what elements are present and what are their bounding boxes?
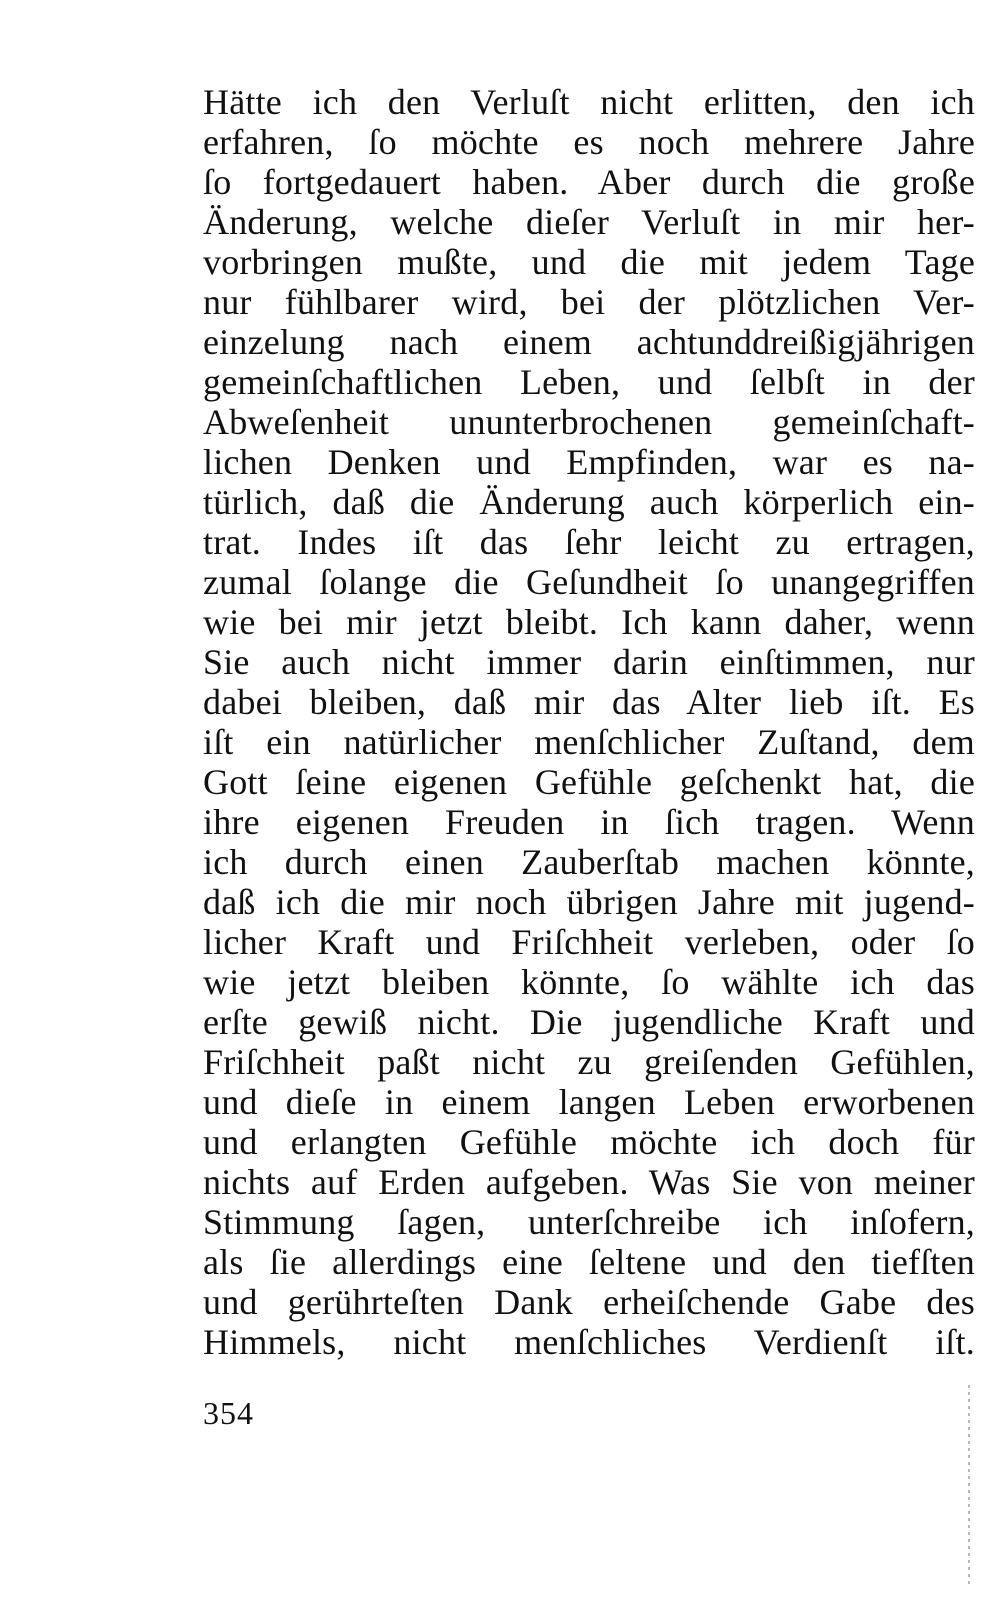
text-line: licher Kraft und Friſchheit verleben, oder ſo: [203, 922, 975, 962]
text-line: Hätte ich den Verluſt nicht erlitten, den ich: [203, 82, 975, 122]
text-line: als ſie allerdings eine ſeltene und den tiefſten: [203, 1242, 975, 1282]
text-line: ſo fortgedauert haben. Aber durch die große: [203, 162, 975, 202]
scan-edge-mark: [968, 1385, 970, 1585]
text-line: Änderung, welche dieſer Verluſt in mir her-: [203, 202, 975, 242]
text-line: erſte gewiß nicht. Die jugendliche Kraft und: [203, 1002, 975, 1042]
text-line: gemeinſchaftlichen Leben, und ſelbſt in der: [203, 362, 975, 402]
text-line: erfahren, ſo möchte es noch mehrere Jahre: [203, 122, 975, 162]
text-line: wie bei mir jetzt bleibt. Ich kann daher, wenn: [203, 602, 975, 642]
text-line: dabei bleiben, daß mir das Alter lieb iſt. Es: [203, 682, 975, 722]
text-line: nur fühlbarer wird, bei der plötzlichen Ver-: [203, 282, 975, 322]
text-line: trat. Indes iſt das ſehr leicht zu ertragen,: [203, 522, 975, 562]
text-line: Sie auch nicht immer darin einſtimmen, nur: [203, 642, 975, 682]
text-line: zumal ſolange die Geſundheit ſo unangegriffen: [203, 562, 975, 602]
text-line: und dieſe in einem langen Leben erworbenen: [203, 1082, 975, 1122]
text-line: Abweſenheit ununterbrochenen gemeinſchaft-: [203, 402, 975, 442]
text-line: Stimmung ſagen, unterſchreibe ich inſofern,: [203, 1202, 975, 1242]
text-line: Friſchheit paßt nicht zu greiſenden Gefühlen,: [203, 1042, 975, 1082]
text-line: nichts auf Erden aufgeben. Was Sie von meiner: [203, 1162, 975, 1202]
text-line: türlich, daß die Änderung auch körperlich ein-: [203, 482, 975, 522]
text-line: daß ich die mir noch übrigen Jahre mit jugend-: [203, 882, 975, 922]
text-line: und gerührteſten Dank erheiſchende Gabe des: [203, 1282, 975, 1322]
text-line: vorbringen mußte, und die mit jedem Tage: [203, 242, 975, 282]
text-line: ich durch einen Zauberſtab machen könnte,: [203, 842, 975, 882]
text-line: Gott ſeine eigenen Gefühle geſchenkt hat, die: [203, 762, 975, 802]
text-line: Himmels, nicht menſchliches Verdienſt iſt.: [203, 1322, 975, 1362]
text-line: lichen Denken und Empfinden, war es na-: [203, 442, 975, 482]
page-number: 354: [203, 1395, 254, 1431]
text-line: ihre eigenen Freuden in ſich tragen. Wenn: [203, 802, 975, 842]
text-line: und erlangten Gefühle möchte ich doch für: [203, 1122, 975, 1162]
text-line: wie jetzt bleiben könnte, ſo wählte ich das: [203, 962, 975, 1002]
text-line: iſt ein natürlicher menſchlicher Zuſtand, dem: [203, 722, 975, 762]
body-text: [203, 82, 975, 1362]
text-line: einzelung nach einem achtunddreißigjährigen: [203, 322, 975, 362]
